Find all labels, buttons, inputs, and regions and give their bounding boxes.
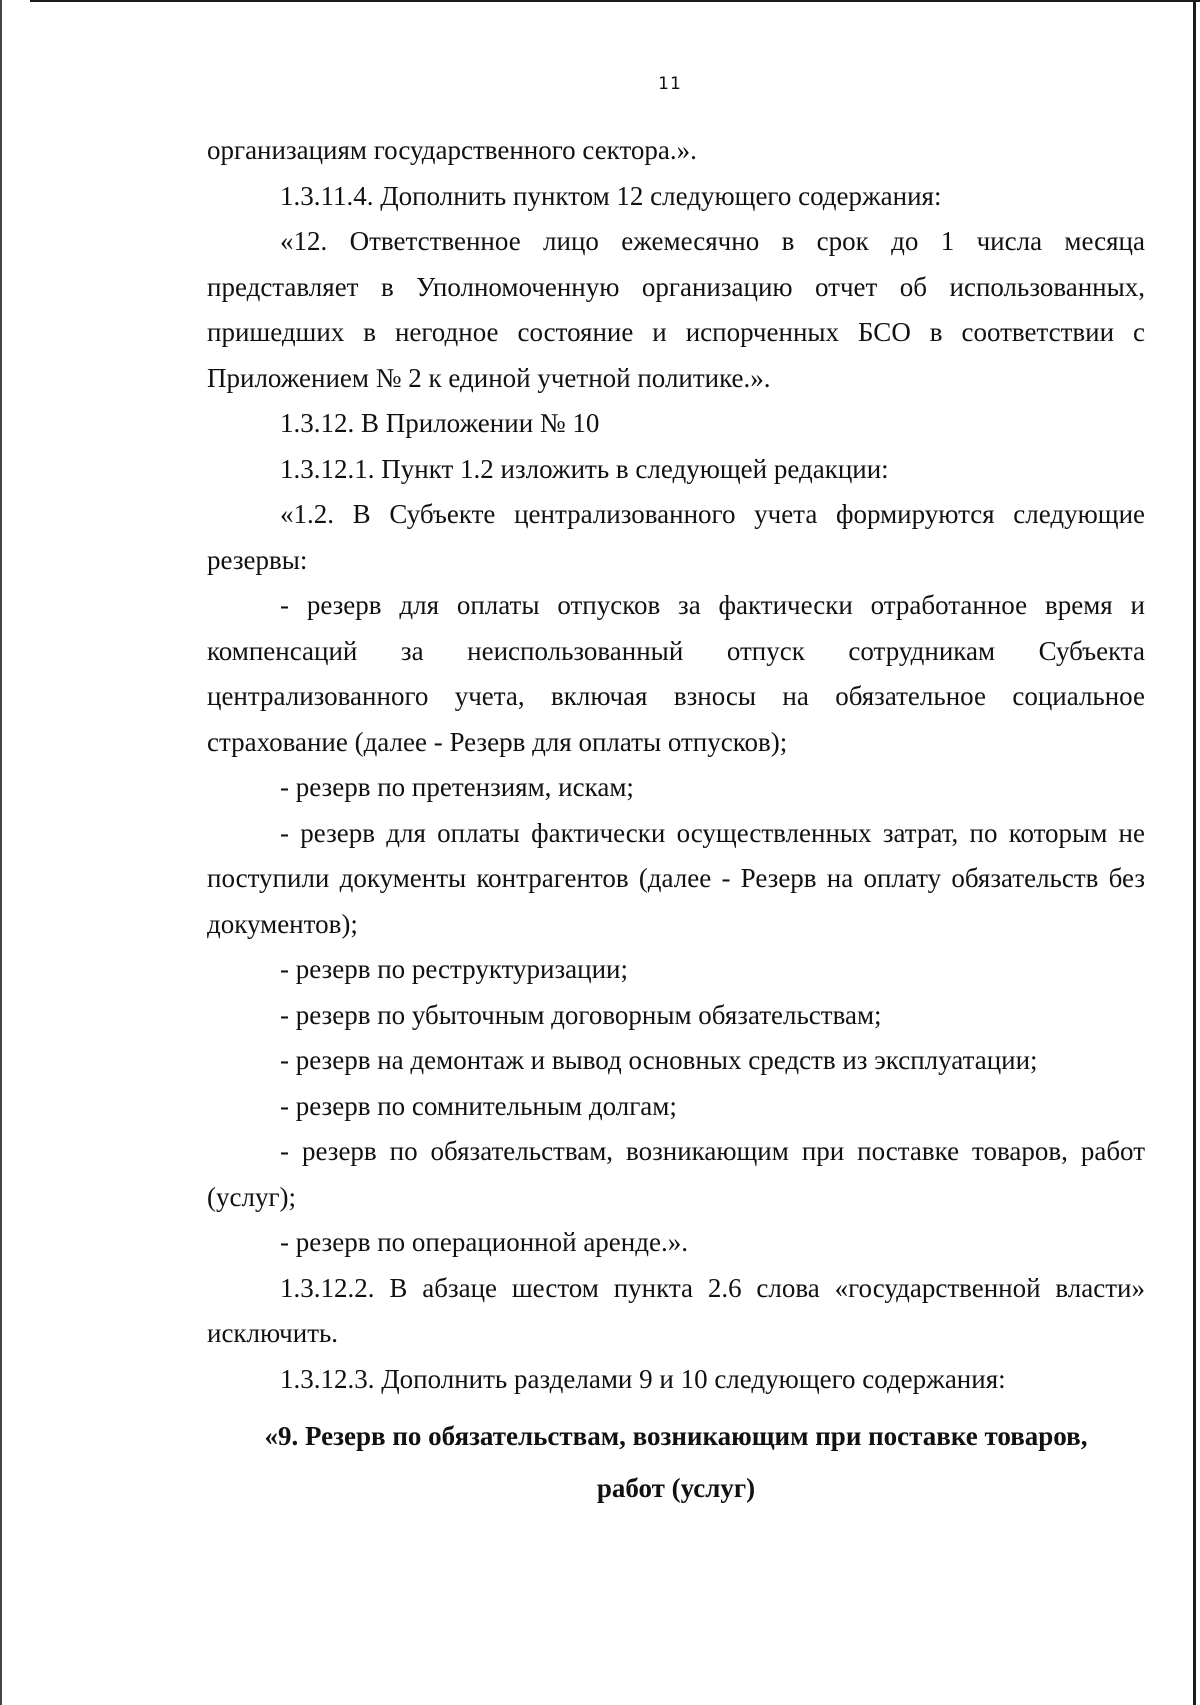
scan-border-top xyxy=(30,0,1200,2)
paragraph-1-3-12: 1.3.12. В Приложении № 10 xyxy=(280,408,600,438)
paragraph-1-3-12-3: 1.3.12.3. Дополнить разделами 9 и 10 следующего содержания: xyxy=(280,1363,1006,1394)
list-item-operating-lease-reserve: - резерв по операционной аренде.». xyxy=(280,1227,688,1257)
list-item-dismantling-reserve: - резерв на демонтаж и вывод основных средств из эксплуатации; xyxy=(280,1045,1038,1075)
document-body xyxy=(207,128,1145,1514)
section-heading-line-1: «9. Резерв по обязательствам, возникающим при поставке товаров, xyxy=(264,1421,1088,1451)
paragraph-continuation: организациям государственного сектора.». xyxy=(207,135,697,165)
list-item-undocumented-costs-reserve: - резерв для оплаты фактически осуществленных затрат, по которым не поступили документы контрагентов (далее - Резерв на оплату обязательств без документов); xyxy=(207,817,1145,939)
section-heading-line-2: работ (услуг) xyxy=(596,1473,756,1503)
list-item-restructuring-reserve: - резерв по реструктуризации; xyxy=(280,954,628,984)
paragraph-item-1-2: «1.2. В Субъекте централизованного учета формируются следующие резервы: xyxy=(207,499,1145,575)
paragraph-1-3-11-4: 1.3.11.4. Дополнить пунктом 12 следующего содержания: xyxy=(280,180,942,211)
list-item-vacation-reserve: - резерв для оплаты отпусков за фактически отработанное время и компенсаций за неиспользованный отпуск сотрудникам Субъекта централизованного учета, включая взносы на обязательное социальное страхование (далее - Резерв для оплаты отпусков); xyxy=(207,590,1145,757)
scan-border-right xyxy=(1193,0,1196,1705)
list-item-doubtful-debts-reserve: - резерв по сомнительным долгам; xyxy=(280,1090,677,1121)
page-number: 11 xyxy=(658,74,682,94)
paragraph-item-12: «12. Ответственное лицо ежемесячно в срок до 1 числа месяца представляет в Уполномоченную организацию отчет об использованных, пришедших в негодное состояние и испорченных БСО в соответствии с Приложением № 2 к единой учетной политике.». xyxy=(207,226,1145,393)
paragraph-1-3-12-2: 1.3.12.2. В абзаце шестом пункта 2.6 слова «государственной власти» исключить. xyxy=(207,1272,1145,1348)
list-item-onerous-contracts-reserve: - резерв по убыточным договорным обязательствам; xyxy=(280,999,882,1030)
list-item-claims-reserve: - резерв по претензиям, искам; xyxy=(280,772,634,802)
paragraph-1-3-12-1: 1.3.12.1. Пункт 1.2 изложить в следующей редакции: xyxy=(280,453,889,484)
scan-border-left xyxy=(0,0,2,1705)
list-item-supply-obligations-reserve: - резерв по обязательствам, возникающим при поставке товаров, работ (услуг); xyxy=(207,1136,1145,1212)
